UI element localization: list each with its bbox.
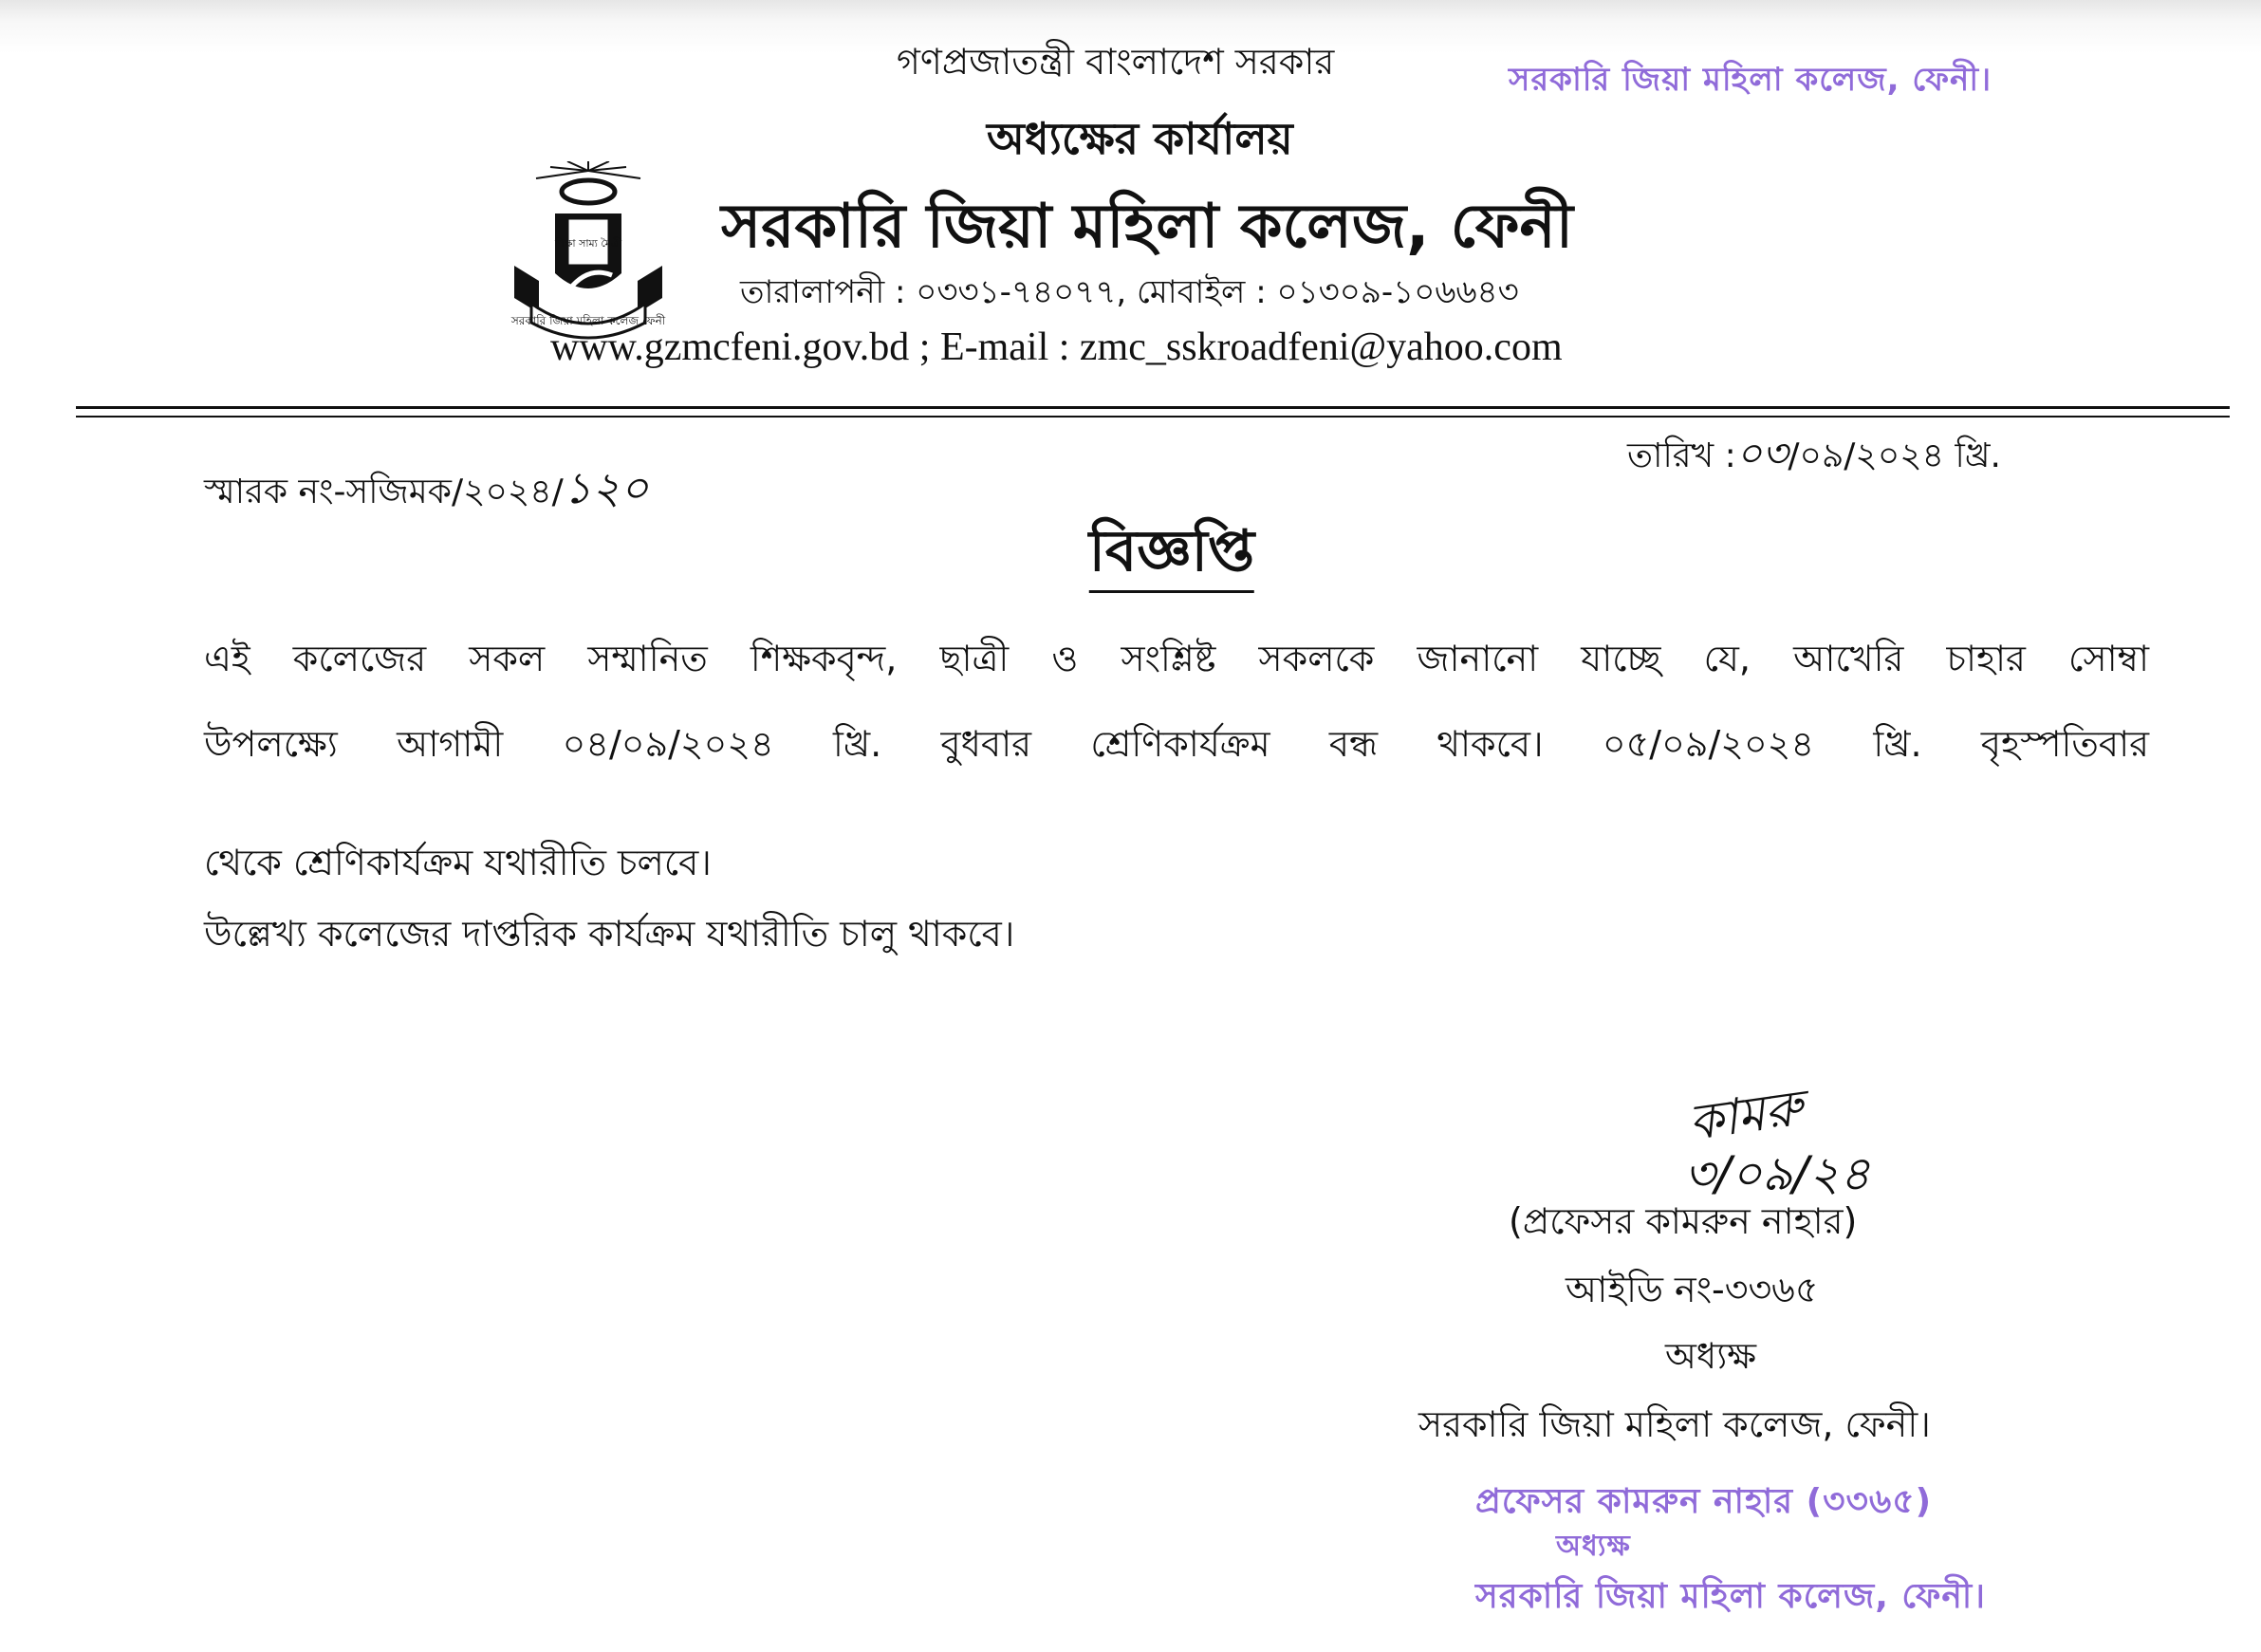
memo-date xyxy=(1627,422,2001,490)
notice-title-wrap xyxy=(1089,508,1254,603)
signatory-name: (প্রফেসর কামরুন নাহার) xyxy=(1509,1200,1858,1242)
stamp-bottom-line-3: সরকারি জিয়া মহিলা কলেজ, ফেনী। xyxy=(1475,1577,1986,1616)
stamp-bottom-line-2: অধ্যক্ষ xyxy=(1556,1530,1631,1563)
college-logo-banner-text: সরকারি জিয়া মহিলা কলেজ ফেনী xyxy=(510,314,666,327)
notice-line-2: উপলক্ষ্যে আগামী ০৪/০৯/২০২৪ খ্রি. বুধবার শ্রেণিকার্যক্রম বন্ধ থাকবে। ০৫/০৯/২০২৪ খ্রি. বৃহস্পতিবার xyxy=(204,723,2149,765)
notice-line-4: উল্লেখ্য কলেজের দাপ্তরিক কার্যক্রম যথারীতি চালু থাকবে। xyxy=(204,913,1015,955)
memo-reference xyxy=(204,455,648,528)
header-rule-top xyxy=(76,406,2230,409)
notice-title: বিজ্ঞপ্তি xyxy=(1089,518,1254,593)
signature-handwritten-date: ৩/০৯/২৪ xyxy=(1684,1146,1871,1201)
college-logo xyxy=(493,161,683,342)
government-heading: গণপ্রজাতন্ত্রী বাংলাদেশ সরকার xyxy=(897,41,1335,83)
memo-date-label: তারিখ : xyxy=(1627,436,1736,475)
memo-date-day: ০৩ xyxy=(1735,430,1788,476)
stamp-top-right: সরকারি জিয়া মহিলা কলেজ, ফেনী। xyxy=(1509,61,1992,99)
signatory-designation: অধ্যক্ষ xyxy=(1665,1335,1757,1377)
contact-line: তারালাপনী : ০৩৩১-৭৪০৭৭, মোবাইল : ০১৩০৯-১০৬৬৪৩ xyxy=(740,273,1519,311)
college-logo-book-text: শিক্ষা সাম্য মৈত্রী xyxy=(554,237,622,250)
notice-line-3: থেকে শ্রেণিকার্যক্রম যথারীতি চলবে। xyxy=(204,842,712,883)
signatory-id: আইডি নং-৩৩৬৫ xyxy=(1566,1269,1819,1310)
office-heading: অধ্যক্ষের কার্যালয় xyxy=(987,113,1293,164)
stamp-bottom-line-1: প্রফেসর কামরুন নাহার (৩৩৬৫) xyxy=(1475,1482,1933,1521)
memo-date-rest: /০৯/২০২৪ খ্রি. xyxy=(1788,436,2001,475)
web-email-line: www.gzmcfeni.gov.bd ; E-mail : zmc_sskroadfeni@yahoo.com xyxy=(550,325,1563,369)
memo-reference-label: স্মারক নং-সজিমক/২০২৪/ xyxy=(204,473,564,511)
signature-handwritten-name: কামরু xyxy=(1685,1079,1807,1153)
college-name: সরকারি জিয়া মহিলা কলেজ, ফেনী xyxy=(721,192,1573,262)
notice-line-1: এই কলেজের সকল সম্মানিত শিক্ষকবৃন্দ, ছাত্রী ও সংশ্লিষ্ট সকলকে জানানো যাচ্ছে যে, আখেরি চাহার সোম্বা xyxy=(204,638,2149,679)
header-rule-bottom xyxy=(76,416,2230,418)
memo-reference-number: ১২০ xyxy=(563,462,649,513)
signatory-institution: সরকারি জিয়া মহিলা কলেজ, ফেনী। xyxy=(1418,1403,1931,1445)
